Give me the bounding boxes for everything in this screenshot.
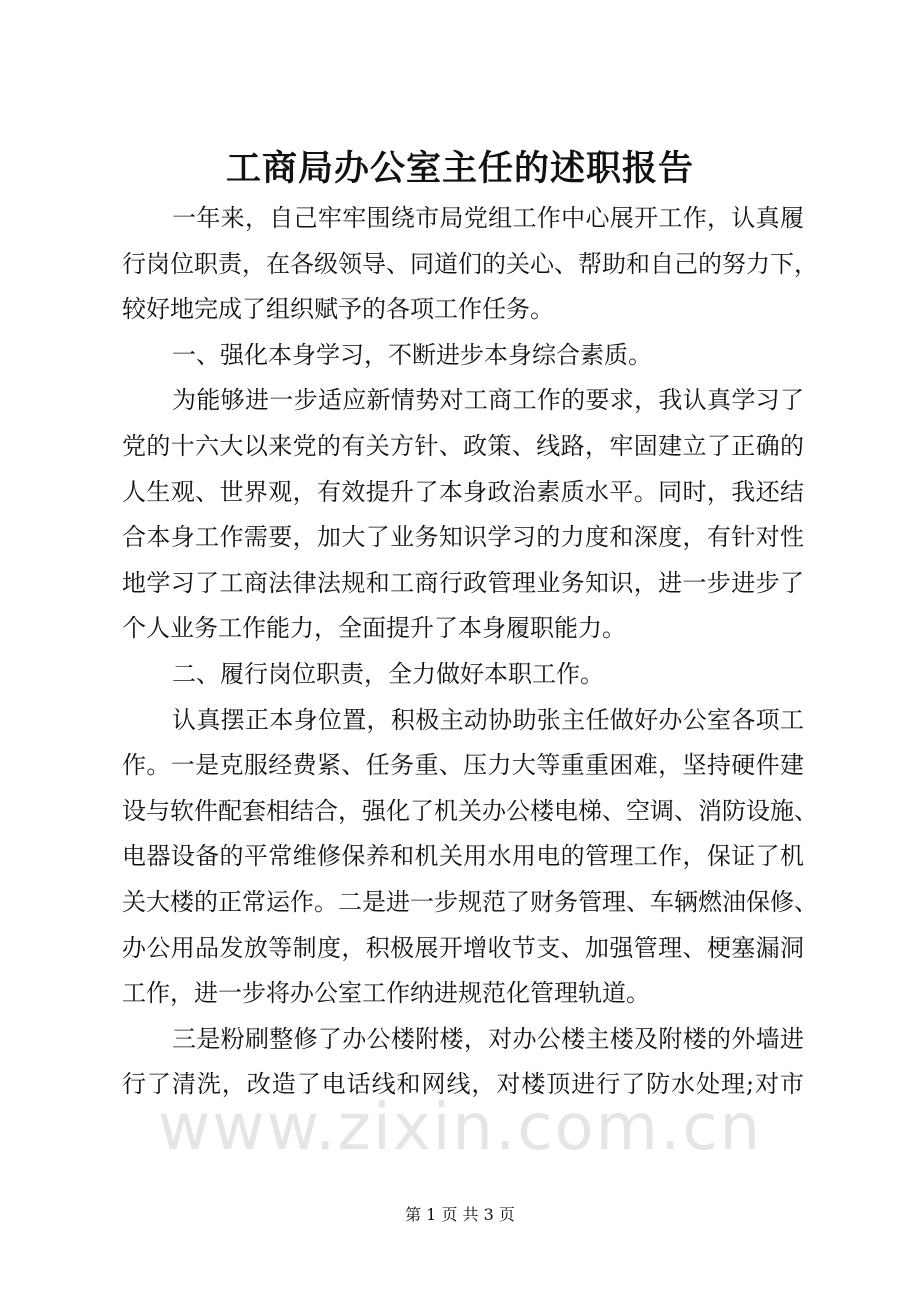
text-line: 电器设备的平常维修保养和机关用水用电的管理工作，保证了机 <box>122 842 804 871</box>
paragraph <box>122 196 818 333</box>
text-line: 地学习了工商法律法规和工商行政管理业务知识，进一步进步了 <box>122 568 804 597</box>
text-line: 党的十六大以来党的有关方针、政策、线路，牢固建立了正确的 <box>122 431 804 460</box>
text-line: 行了清洗，改造了电话线和网线，对楼顶进行了防水处理;对市 <box>122 1070 804 1099</box>
text-line: 作。一是克服经费紧、任务重、压力大等重重困难，坚持硬件建 <box>122 751 804 780</box>
text-line: 个人业务工作能力，全面提升了本身履职能力。 <box>122 614 626 643</box>
text-line: 行岗位职责，在各级领导、同道们的关心、帮助和自己的努力下， <box>122 249 818 278</box>
paragraph <box>122 698 818 1017</box>
page-footer: 第 1 页 共 3 页 <box>405 1205 515 1224</box>
paragraph <box>122 378 804 652</box>
text-line: 一年来，自己牢牢围绕市局党组工作中心展开工作，认真履 <box>172 204 804 232</box>
text-line: 关大楼的正常运作。二是进一步规范了财务管理、车辆燃油保修、 <box>122 887 818 916</box>
text-line: 较好地完成了组织赋予的各项工作任务。 <box>122 295 554 324</box>
paragraph <box>122 333 804 379</box>
text-line: 人生观、世界观，有效提升了本身政治素质水平。同时，我还结 <box>122 477 804 506</box>
document-body <box>122 196 818 1108</box>
text-line: 设与软件配套相结合，强化了机关办公楼电梯、空调、消防设施、 <box>122 796 818 825</box>
paragraph <box>122 1017 804 1108</box>
text-line: 二、履行岗位职责，全力做好本职工作。 <box>172 659 604 688</box>
text-line: 认真摆正本身位置，积极主动协助张主任做好办公室各项工 <box>172 705 804 734</box>
text-line: 一、强化本身学习，不断进步本身综合素质。 <box>172 340 652 369</box>
text-line: 为能够进一步适应新情势对工商工作的要求，我认真学习了 <box>172 386 804 415</box>
text-line: 办公用品发放等制度，积极展开增收节支、加强管理、梗塞漏洞 <box>122 933 804 962</box>
watermark: www.zixin.com.cn <box>157 1091 763 1165</box>
document-title: 工商局办公室主任的述职报告 <box>225 149 694 189</box>
text-line: 工作，进一步将办公室工作纳进规范化管理轨道。 <box>122 979 650 1008</box>
text-line: 三是粉刷整修了办公楼附楼，对办公楼主楼及附楼的外墙进 <box>172 1024 804 1053</box>
text-line: 合本身工作需要，加大了业务知识学习的力度和深度，有针对性 <box>122 523 804 552</box>
paragraph <box>122 652 804 698</box>
